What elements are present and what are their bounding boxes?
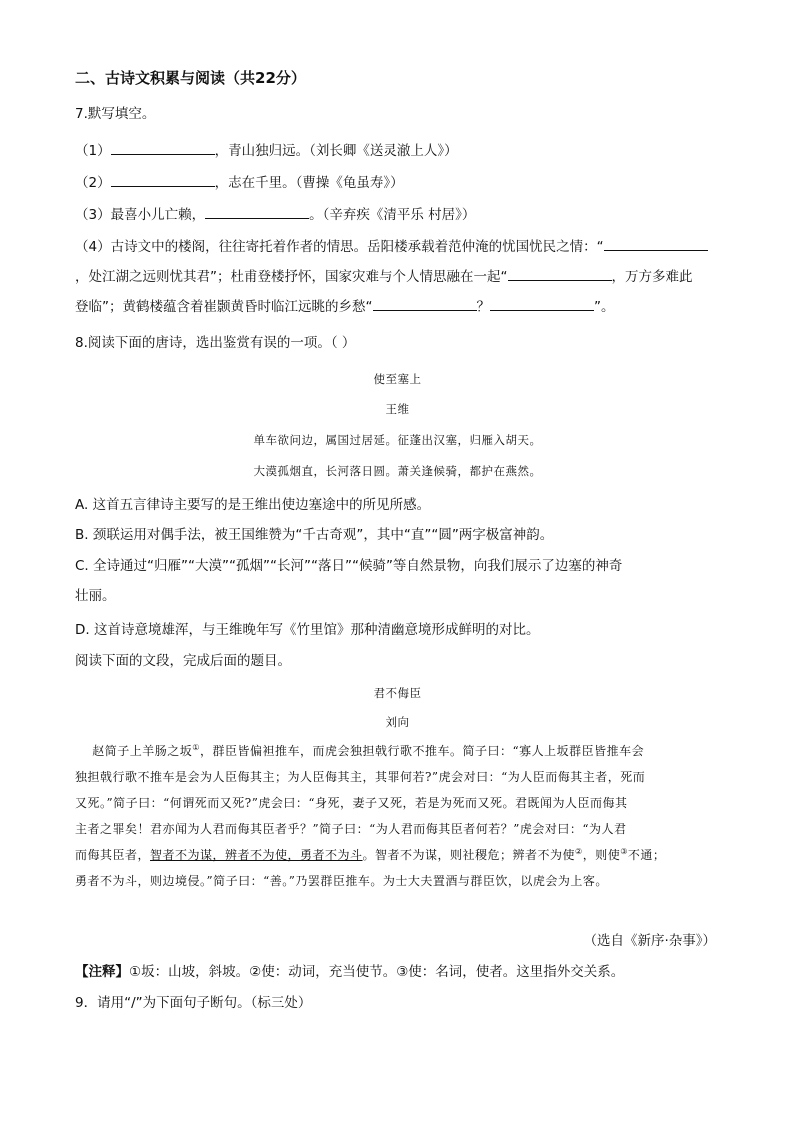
q7-line-5: ，处江湖之远则忧其君”；杜甫登楼抒怀，国家灾难与个人情思融在一起“ ，万方多难此 [75,266,693,287]
q8-option-c-cont: 壮丽。 [75,588,116,604]
q7-line-6: 登临”；黄鹤楼蕴含着崔颢黄昏时临江远眺的乡愁“ ？ ”。 [75,296,615,317]
passage-author: 刘向 [385,715,410,729]
passage-line-2: 独担戟行歌不推车是会为人臣侮其主；为人臣侮其主，其罪何若?”虎会对曰：“为人臣而侮其主者，死而 [75,770,646,784]
passage-body [75,738,720,894]
poem-line-2: 大漠孤烟直，长河落日圆。萧关逢候骑，都护在燕然。 [253,464,542,478]
underlined-sentence: 智者不为谋，辨者不为使，勇者不为斗 [150,848,363,862]
q8-option-a[interactable]: A. 这首五言律诗主要写的是王维出使边塞途中的所见所感。 [75,497,431,513]
annotation: 【注释】①坂：山坡，斜坡。②使：动词，充当使节。③使：名词，使者。这里指外交关系。 [75,964,625,980]
q7-title: 7.默写填空。 [75,106,156,122]
q8-title: 8.阅读下面的唐诗，选出鉴赏有误的一项。（ ） [75,335,356,351]
passage-line-6: 勇者不为斗，则边境侵。”简子曰：“善。”乃罢群臣推车。为士大夫置酒与群臣饮，以虎会为上客。 [75,874,608,888]
reading-intro: 阅读下面的文段，完成后面的题目。 [75,653,291,669]
answer-blank-6[interactable] [373,296,477,311]
poem-author: 王维 [385,402,410,416]
passage-source: （选自《新序·杂事》） [583,933,716,949]
poem-title: 使至塞上 [373,372,422,386]
q7-line-2: （2） ，志在千里。（曹操《龟虽寿》） [75,172,404,193]
poem-line-1: 单车欲问边，属国过居延。征蓬出汉塞，归雁入胡天。 [253,433,542,447]
section-title: 二、古诗文积累与阅读（共22分） [75,69,306,87]
q8-option-c[interactable]: C. 全诗通过“归雁”“大漠”“孤烟”“长河”“落日”“候骑”等自然景物，向我们展示了边塞的神奇 [75,558,623,574]
q7-line-4: （4）古诗文中的楼阁，往往寄托着作者的情思。岳阳楼承载着范仲淹的忧国忧民之情：“ [75,236,708,257]
q8-option-b[interactable]: B. 颈联运用对偶手法，被王国维赞为“千古奇观”，其中“直”“圆”两字极富神韵。 [75,527,554,543]
passage-title: 君不侮臣 [373,686,422,700]
answer-blank-3[interactable] [205,204,309,219]
answer-blank-4[interactable] [604,236,708,251]
passage-line-4: 主者之罪矣！君亦闻为人君而侮其臣者乎？”简子曰：“为人君而侮其臣者何若？”虎会对曰：“为人君 [75,822,627,836]
passage-line-3: 又死。”简子曰：“何谓死而又死?”虎会曰：“身死，妻子又死，若是为死而又死。君既闻为人臣而侮其 [75,796,628,810]
q7-line-1: （1） ，青山独归远。（刘长卿《送灵澈上人》） [75,140,458,161]
answer-blank-7[interactable] [490,296,594,311]
passage-line-5: 而侮其臣者，智者不为谋，辨者不为使，勇者不为斗。智者不为谋，则社稷危；辨者不为使②，则使③不通； [75,847,666,862]
answer-blank-5[interactable] [508,266,612,281]
q7-line-3: （3）最喜小儿亡赖， 。（辛弃疾《清平乐 村居》） [75,204,475,225]
answer-blank-1[interactable] [111,140,215,155]
passage-line-1: 赵简子上羊肠之坂①，群臣皆偏袒推车，而虎会独担戟行歌不推车。简子曰：“寡人上坂群臣皆推车会 [92,743,645,758]
q9-title: 9．请用“/”为下面句子断句。（标三处） [75,995,312,1011]
q8-option-d[interactable]: D. 这首诗意境雄浑，与王维晚年写《竹里馆》那种清幽意境形成鲜明的对比。 [75,622,540,638]
answer-blank-2[interactable] [111,172,215,187]
